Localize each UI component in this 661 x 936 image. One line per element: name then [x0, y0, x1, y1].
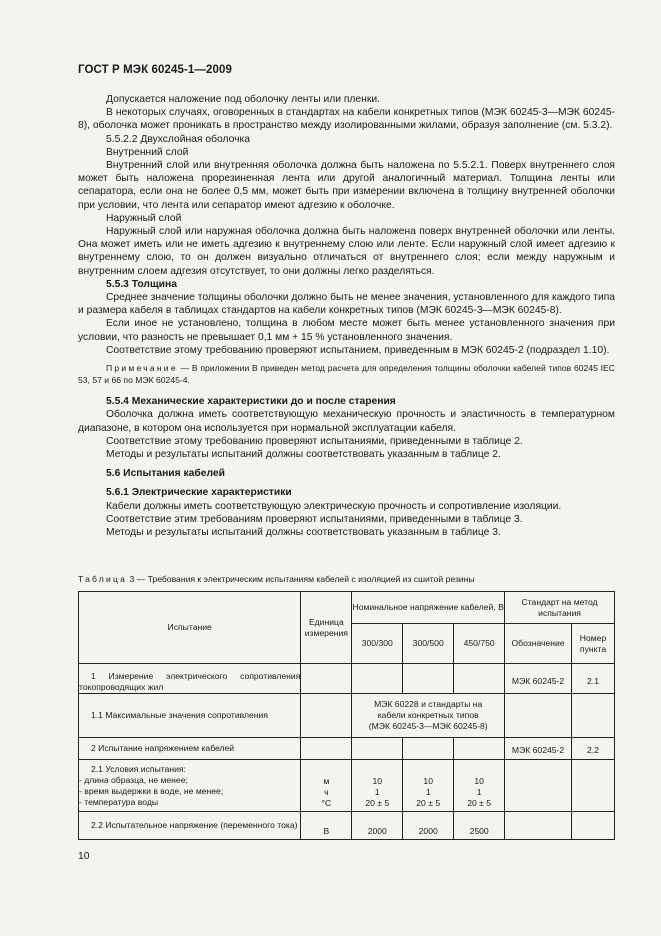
section-heading: 5.5.4 Механические характеристики до и после старения	[106, 396, 396, 408]
paragraph: Среднее значение толщины оболочки должно быть не менее значения, установленного для каждого типа и размера кабеля в таблицах стандартов на кабели конкретных типов (МЭК 60245-3—МЭК 60245-8).	[78, 292, 615, 317]
document-header: ГОСТ Р МЭК 60245-1—2009	[78, 64, 232, 76]
table-row: 2.2 Испытательное напряжение (переменного тока) В 2000 2000 2500	[79, 812, 615, 840]
paragraph: Соответствие этому требованию проверяют испытаниями, приведенными в таблице 2.	[106, 435, 523, 447]
header-v1: 300/300	[352, 624, 403, 664]
paragraph: В некоторых случаях, оговоренных в стандартах на кабели конкретных типов (МЭК 60245-3—МЭК 60245-8), оболочка может проникать в пространство между изолированными жилами, образуя заполнение (см. 5.3.2).	[78, 107, 615, 132]
paragraph: Допускается наложение под оболочку ленты или пленки.	[106, 94, 380, 105]
header-designation: Обозначение	[505, 624, 572, 664]
paragraph: Внутренний слой или внутренняя оболочка должна быть наложена по 5.5.2.1. Поверх внутреннего слоя может быть наложена прорезиненная лента или другой аналогичный материал. Толщина ленты или сепаратора, если она не более 0,5 мм, может быть при измерении включена в толщину внутренней оболочки при условии, что лента или сепаратор имеют адгезию к оболочке.	[78, 160, 615, 211]
paragraph: Наружный слой	[106, 212, 182, 224]
header-clause: Номер пункта	[572, 624, 615, 664]
paragraph: Соответствие этим требованиям проверяют испытаниями, приведенными в таблице 3.	[106, 513, 523, 525]
table-row: 2.1 Условия испытания: - длина образца, не менее; - время выдержки в воде, не менее; - температура воды м ч °С 10 1 20 ± 5 10 1 20 ± 5 10 1 20 ± 5	[79, 760, 615, 812]
header-voltage: Номинальное напряжение кабелей, В	[352, 592, 505, 624]
note-text: — В приложении В приведен метод расчета для определения толщины оболочки кабелей типов 60245 IEC 53, 57 и 66 по МЭК 60245-4.	[78, 363, 615, 385]
header-test: Испытание	[79, 592, 301, 664]
paragraph: Оболочка должна иметь соответствующую механическую прочность и эластичность в температурном диапазоне, в котором она используется при нормальной эксплуатации кабеля.	[78, 409, 615, 434]
table-row: 2 Испытание напряжением кабелей МЭК 60245-2 2.2	[79, 738, 615, 760]
header-v3: 450/750	[454, 624, 505, 664]
table-caption-text: 3 — Требования к электрическим испытаниям кабелей с изоляцией из сшитой резины	[127, 574, 475, 584]
section-heading: 5.6.1 Электрические характеристики	[106, 487, 292, 499]
table-row: 1 Измерение электрического сопротивления токопроводящих жил МЭК 60245-2 2.1	[79, 664, 615, 694]
requirements-table	[78, 591, 615, 840]
note-label: Примечание	[106, 363, 178, 374]
section-heading: 5.6 Испытания кабелей	[106, 468, 225, 480]
subsection-title: 5.5.2.2 Двухслойная оболочка	[106, 133, 250, 145]
table-row: 1.1 Максимальные значения сопротивления МЭК 60228 и стандарты на кабели конкретных типов (МЭК 60245-3—МЭК 60245-8)	[79, 694, 615, 738]
paragraph: Если иное не установлено, толщина в любом месте может быть менее установленного значения при условии, что разность не превышает 0,1 мм + 15 % установленного значения.	[78, 318, 615, 343]
section-heading: 5.5.3 Толщина	[106, 278, 177, 290]
paragraph: Методы и результаты испытаний должны соответствовать указанным в таблице 3.	[106, 527, 501, 539]
header-method: Стандарт на метод испытания	[505, 592, 615, 624]
paragraph: Внутренний слой	[106, 146, 189, 158]
paragraph: Наружный слой или наружная оболочка должна быть наложена поверх внутренней оболочки или ленты. Она может иметь или не иметь адгезию к внутреннему слою или ленте. Если наружный слой имеет адгезию к внутреннему слою, то он должен визуально отличаться от внутреннего слоя; если между наружным и внутренним слоем адгезия отсутствует, то они должны легко разделяться.	[78, 226, 615, 277]
paragraph: Соответствие этому требованию проверяют испытанием, приведенным в МЭК 60245-2 (подраздел 1.10).	[106, 344, 610, 356]
document-body	[78, 93, 615, 539]
header-v2: 300/500	[403, 624, 454, 664]
paragraph: Методы и результаты испытаний должны соответствовать указанным в таблице 2.	[106, 449, 501, 461]
header-unit: Единица измерения	[301, 592, 352, 664]
note	[78, 363, 615, 386]
paragraph: Кабели должны иметь соответствующую электрическую прочность и сопротивление изоляции.	[106, 500, 562, 512]
page-number: 10	[78, 851, 90, 862]
table-caption-label: Таблица	[78, 574, 128, 584]
table-caption	[78, 574, 475, 584]
